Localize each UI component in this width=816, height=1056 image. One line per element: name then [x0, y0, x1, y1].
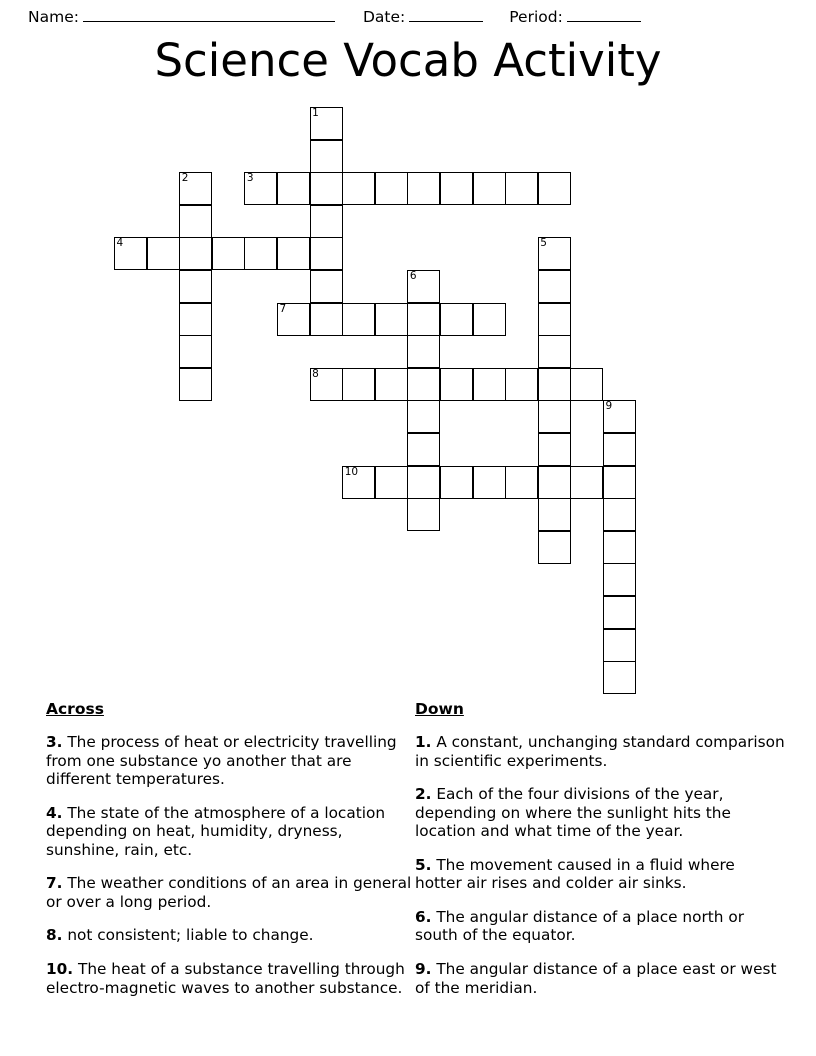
crossword-cell-number: 3: [246, 172, 254, 185]
crossword-cell[interactable]: [603, 661, 636, 694]
clue-text: The heat of a substance travelling through electro-magnetic waves to another substance.: [46, 960, 405, 997]
crossword-cell[interactable]: [473, 466, 506, 499]
clue-text: not consistent; liable to change.: [62, 926, 314, 945]
down-clue-6: [415, 908, 785, 945]
crossword-cell[interactable]: [407, 270, 440, 303]
clues-section: [0, 700, 816, 1005]
crossword-cell[interactable]: [147, 237, 180, 270]
crossword-cell[interactable]: [440, 303, 473, 336]
crossword-cell[interactable]: [114, 237, 147, 270]
crossword-cell[interactable]: [310, 205, 343, 238]
crossword-cell[interactable]: [310, 172, 343, 205]
clue-number: 2.: [415, 785, 432, 804]
crossword-cell[interactable]: [538, 335, 571, 368]
clue-number: 8.: [46, 926, 63, 945]
crossword-cell[interactable]: [342, 466, 375, 499]
crossword-cell-number: 4: [116, 237, 124, 250]
crossword-cell[interactable]: [407, 466, 440, 499]
crossword-cell[interactable]: [342, 303, 375, 336]
crossword-cell[interactable]: [570, 466, 603, 499]
clue-text: Each of the four divisions of the year, depending on where the sunlight hits the location and what time of the year.: [415, 785, 731, 841]
crossword-cell[interactable]: [538, 172, 571, 205]
down-clue-9: [415, 960, 785, 997]
crossword-cell-number: 5: [540, 237, 547, 250]
crossword-cell[interactable]: [407, 172, 440, 205]
crossword-cell[interactable]: [244, 237, 277, 270]
across-clue-3: [46, 733, 416, 788]
crossword-cell[interactable]: [342, 368, 375, 401]
crossword-cell[interactable]: [603, 563, 636, 596]
crossword-cell-number: 1: [312, 107, 319, 119]
down-heading: Down: [415, 700, 464, 718]
crossword-cell[interactable]: [538, 498, 571, 531]
clue-text: The state of the atmosphere of a location depending on heat, humidity, dryness, sunshine, rain, etc.: [46, 803, 386, 859]
crossword-cell[interactable]: [375, 303, 408, 336]
crossword-cell[interactable]: [473, 303, 506, 336]
crossword-cell[interactable]: [179, 270, 212, 303]
across-clue-column: [46, 700, 416, 1005]
clue-number: 1.: [415, 733, 432, 752]
crossword-cell[interactable]: [310, 270, 343, 303]
crossword-cell[interactable]: [407, 368, 440, 401]
across-clue-8: [46, 926, 416, 944]
crossword-cell[interactable]: [342, 172, 375, 205]
crossword-cell[interactable]: [440, 368, 473, 401]
crossword-cell[interactable]: [505, 466, 538, 499]
name-label: Name:: [28, 8, 79, 26]
crossword-cell[interactable]: [538, 531, 571, 564]
crossword-cell[interactable]: [244, 172, 277, 205]
across-clue-4: [46, 804, 416, 859]
crossword-cell[interactable]: [375, 368, 408, 401]
clue-number: 9.: [415, 960, 432, 979]
crossword-cell[interactable]: [603, 498, 636, 531]
crossword-cell[interactable]: [603, 433, 636, 466]
down-clue-column: [415, 700, 785, 1005]
crossword-cell[interactable]: [179, 172, 212, 205]
crossword-cell[interactable]: [538, 368, 571, 401]
crossword-cell[interactable]: [407, 400, 440, 433]
crossword-cell[interactable]: [538, 237, 571, 270]
clue-number: 3.: [46, 733, 63, 752]
crossword-cell[interactable]: [277, 237, 310, 270]
crossword-cell-number: 2: [181, 172, 189, 185]
clue-number: 4.: [46, 803, 63, 822]
clue-text: The weather conditions of an area in general or over a long period.: [46, 874, 412, 911]
crossword-cell[interactable]: [179, 303, 212, 336]
crossword-cell[interactable]: [310, 140, 343, 173]
crossword-cell[interactable]: [603, 531, 636, 564]
crossword-cell[interactable]: [473, 368, 506, 401]
crossword-cell[interactable]: [570, 368, 603, 401]
crossword-cell[interactable]: [603, 629, 636, 662]
clue-text: The process of heat or electricity travelling from one substance yo another that are different temperatures.: [46, 733, 397, 789]
clue-number: 5.: [415, 855, 432, 874]
crossword-cell[interactable]: [538, 270, 571, 303]
crossword-cell[interactable]: [375, 466, 408, 499]
clue-text: The angular distance of a place north or south of the equator.: [415, 908, 744, 945]
down-clue-list: [415, 733, 785, 997]
clue-text: The angular distance of a place east or west of the meridian.: [415, 960, 777, 997]
crossword-cell[interactable]: [440, 172, 473, 205]
crossword-cell[interactable]: [179, 205, 212, 238]
page-title: Science Vocab Activity: [154, 34, 662, 87]
crossword-cell[interactable]: [538, 466, 571, 499]
crossword-cell-number: 7: [279, 302, 287, 315]
crossword-cell[interactable]: [310, 368, 343, 401]
clue-text: A constant, unchanging standard comparison in scientific experiments.: [415, 733, 785, 770]
clue-number: 10.: [46, 960, 74, 979]
crossword-cell-number: 6: [409, 270, 417, 282]
date-label: Date:: [362, 8, 406, 26]
clue-number: 7.: [46, 874, 63, 893]
across-clue-7: [46, 874, 416, 911]
crossword-cell[interactable]: [603, 466, 636, 499]
crossword-cell[interactable]: [603, 400, 636, 433]
across-heading: Across: [46, 700, 104, 718]
crossword-cell[interactable]: [310, 303, 343, 336]
crossword-cell[interactable]: [505, 368, 538, 401]
crossword-cell[interactable]: [277, 303, 310, 336]
crossword-cell[interactable]: [407, 303, 440, 336]
crossword-cell[interactable]: [179, 335, 212, 368]
crossword-cell[interactable]: [473, 172, 506, 205]
crossword-cell[interactable]: [440, 466, 473, 499]
crossword-cell-number: 10: [344, 465, 359, 478]
crossword-cell[interactable]: [277, 172, 310, 205]
down-clue-1: [415, 733, 785, 770]
crossword-cell[interactable]: [212, 237, 245, 270]
crossword-cell[interactable]: [375, 172, 408, 205]
down-clue-5: [415, 856, 785, 893]
crossword-cell[interactable]: [407, 433, 440, 466]
crossword-cell[interactable]: [538, 303, 571, 336]
clue-text: The movement caused in a fluid where hotter air rises and colder air sinks.: [415, 855, 735, 893]
across-clue-list: [46, 733, 416, 997]
crossword-cell-number: 8: [312, 367, 319, 380]
crossword-cell[interactable]: [407, 498, 440, 531]
crossword-cell[interactable]: [179, 368, 212, 401]
down-clue-2: [415, 785, 785, 840]
crossword-cell[interactable]: [603, 596, 636, 629]
crossword-cell[interactable]: [538, 433, 571, 466]
across-clue-10: [46, 960, 416, 997]
period-label: Period:: [509, 8, 563, 26]
crossword-cell[interactable]: [407, 335, 440, 368]
crossword-cell[interactable]: [538, 400, 571, 433]
crossword-cell[interactable]: [310, 107, 343, 140]
crossword-cell-number: 9: [605, 400, 613, 413]
crossword-cell[interactable]: [310, 237, 343, 270]
clue-number: 6.: [415, 908, 432, 927]
crossword-cell[interactable]: [505, 172, 538, 205]
crossword-cell[interactable]: [179, 237, 212, 270]
